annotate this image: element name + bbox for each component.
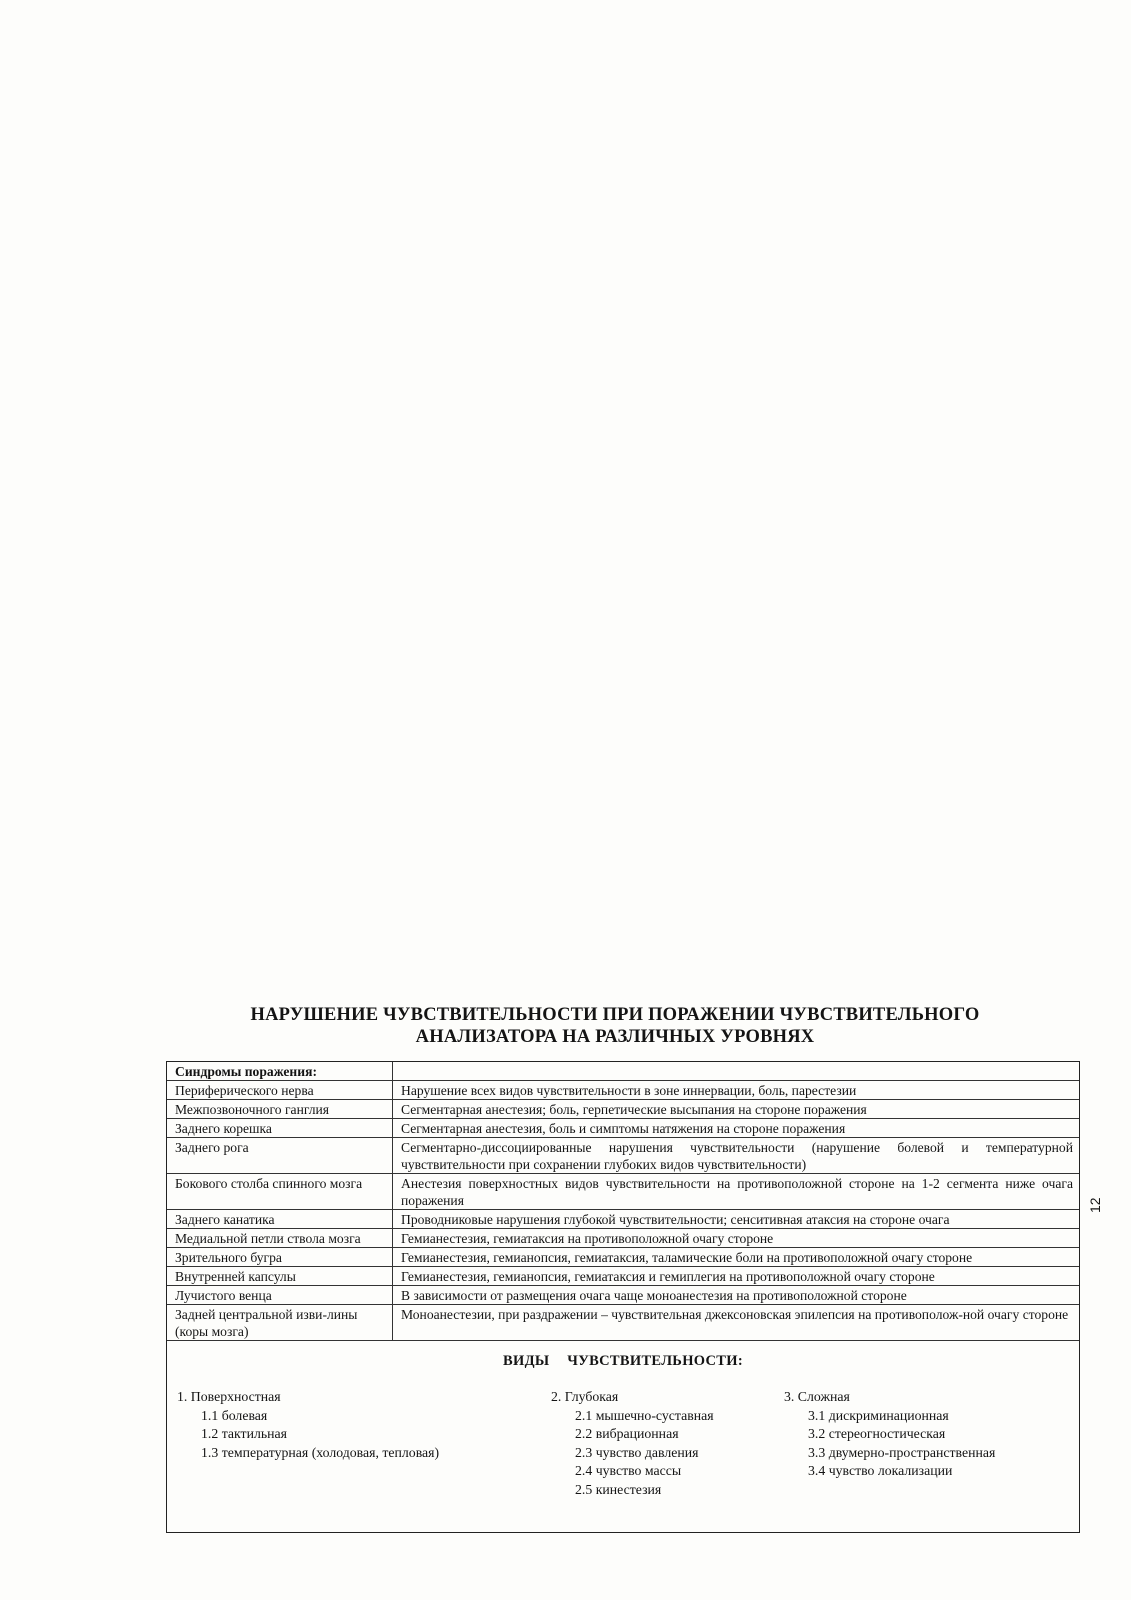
list-item: 2.2 вибрационная (575, 1426, 679, 1441)
description-cell: Анестезия поверхностных видов чувствительности на противоположной стороне на 1-2 сегмента ниже очага поражения (393, 1174, 1080, 1210)
description-cell: В зависимости от размещения очага чаще моноанестезия на противоположной стороне (393, 1286, 1080, 1305)
table-header-cell: Синдромы поражения: (167, 1062, 393, 1081)
level-cell: Заднего рога (167, 1138, 393, 1174)
type-group-label: 1. Поверхностная (177, 1389, 281, 1404)
table-header-empty-cell (393, 1062, 1080, 1081)
table-row (167, 1119, 1079, 1138)
title-line-1: НАРУШЕНИЕ ЧУВСТВИТЕЛЬНОСТИ ПРИ ПОРАЖЕНИИ ЧУВСТВИТЕЛЬНОГО (250, 1005, 980, 1025)
list-item: 3.1 дискриминационная (808, 1407, 949, 1423)
list-item: 3.3 двумерно-пространственная (808, 1444, 996, 1460)
level-cell: Заднего канатика (167, 1210, 393, 1229)
description-cell: Сегментарная анестезия; боль, герпетические высыпания на стороне поражения (393, 1100, 1080, 1119)
list-item: 1.1 болевая (201, 1407, 268, 1423)
table-header-row (167, 1062, 1079, 1081)
type-group-complex (784, 1388, 995, 1481)
level-cell: Задней центральной изви-лины (коры мозга) (167, 1305, 393, 1341)
list-item: 2.5 кинестезия (575, 1481, 662, 1497)
level-cell: Лучистого венца (167, 1286, 393, 1305)
table-row (167, 1267, 1079, 1286)
list-item: 3.4 чувство локализации (808, 1463, 953, 1478)
level-cell: Заднего корешка (167, 1119, 393, 1138)
sensitivity-types-title: ВИДЫ ЧУВСТВИТЕЛЬНОСТИ: (503, 1353, 743, 1369)
list-item: 1.2 тактильная (201, 1426, 287, 1441)
table-row (167, 1174, 1079, 1210)
description-cell: Гемианестезия, гемианопсия, гемиатаксия и гемиплегия на противоположной очагу стороне (393, 1267, 1080, 1286)
content-frame (166, 1061, 1080, 1533)
description-cell: Сегментарно-диссоциированные нарушения чувствительности (нарушение болевой и температурной чувствительности при сохранении глубоких видов чувствительности) (393, 1138, 1080, 1174)
table-row (167, 1081, 1079, 1100)
level-cell: Зрительного бугра (167, 1248, 393, 1267)
level-cell: Внутренней капсулы (167, 1267, 393, 1286)
description-cell: Нарушение всех видов чувствительности в зоне иннервации, боль, парестезии (393, 1081, 1080, 1100)
type-group-label: 3. Сложная (784, 1389, 850, 1404)
table-row (167, 1248, 1079, 1267)
level-cell: Периферического нерва (167, 1081, 393, 1100)
description-cell: Гемианестезия, гемиатаксия на противоположной очагу стороне (393, 1229, 1080, 1248)
level-cell: Медиальной петли ствола мозга (167, 1229, 393, 1248)
level-cell: Межпозвоночного ганглия (167, 1100, 393, 1119)
list-item: 2.3 чувство давления (575, 1444, 699, 1460)
table-row (167, 1305, 1079, 1341)
table-row (167, 1286, 1079, 1305)
description-cell: Сегментарная анестезия, боль и симптомы натяжения на стороне поражения (393, 1119, 1080, 1138)
sensitivity-types (167, 1370, 1079, 1500)
page-title (150, 1004, 1080, 1048)
list-item: 1.3 температурная (холодовая, тепловая) (201, 1444, 440, 1460)
table-row (167, 1100, 1079, 1119)
table-row (167, 1229, 1079, 1248)
type-group-superficial (177, 1388, 439, 1462)
description-cell: Проводниковые нарушения глубокой чувствительности; сенситивная атаксия на стороне очага (393, 1210, 1080, 1229)
table-row (167, 1138, 1079, 1174)
page-number: 12 (1087, 1197, 1103, 1213)
level-cell: Бокового столба спинного мозга (167, 1174, 393, 1210)
description-cell: Моноанестезии, при раздражении – чувствительная джексоновская эпилепсия на противополож-ной очагу стороне (393, 1305, 1080, 1341)
title-line-2: АНАЛИЗАТОРА НА РАЗЛИЧНЫХ УРОВНЯХ (415, 1027, 815, 1047)
type-group-deep (551, 1388, 714, 1499)
description-cell: Гемианестезия, гемианопсия, гемиатаксия, таламические боли на противоположной очагу стороне (393, 1248, 1080, 1267)
table-row (167, 1210, 1079, 1229)
syndromes-table (167, 1062, 1079, 1341)
type-group-label: 2. Глубокая (551, 1389, 619, 1404)
list-item: 3.2 стереогностическая (808, 1426, 946, 1441)
list-item: 2.4 чувство массы (575, 1463, 682, 1478)
list-item: 2.1 мышечно-суставная (575, 1407, 714, 1423)
